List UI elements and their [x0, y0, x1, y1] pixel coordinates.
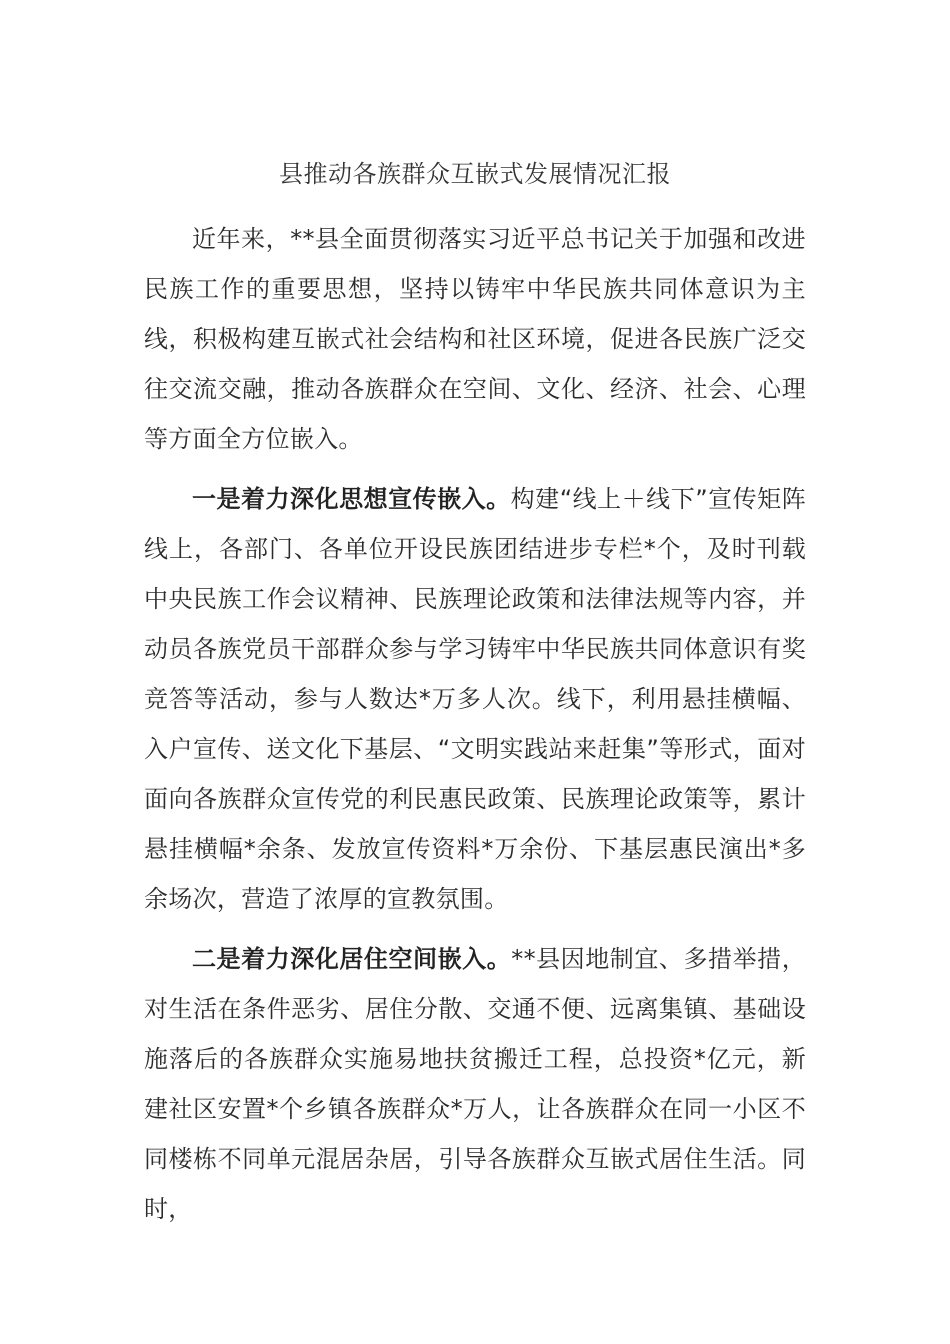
section-paragraph-1 — [144, 474, 806, 924]
section-2-lead: 二是着力深化居住空间嵌入。 — [192, 945, 512, 973]
intro-paragraph: 近年来，**县全面贯彻落实习近平总书记关于加强和改进民族工作的重要思想，坚持以铸牢中华民族共同体意识为主线，积极构建互嵌式社会结构和社区环境，促进各民族广泛交往交流交融，推动各族群众在空间、文化、经济、社会、心理等方面全方位嵌入。 — [144, 225, 806, 453]
paragraph-gap — [144, 924, 806, 934]
section-1-text: 构建“线上＋线下”宣传矩阵线上，各部门、各单位开设民族团结进步专栏*个，及时刊载中央民族工作会议精神、民族理论政策和法律法规等内容，并动员各族党员干部群众参与学习铸牢中华民族共同体意识有奖竞答等活动，参与人数达*万多人次。线下，利用悬挂横幅、入户宣传、送文化下基层、“文明实践站来赶集”等形式，面对面向各族群众宣传党的利民惠民政策、民族理论政策等，累计悬挂横幅*余条、发放宣传资料*万余份、下基层惠民演出*多余场次，营造了浓厚的宣教氛围。 — [144, 485, 806, 913]
paragraph-gap — [144, 464, 806, 474]
section-1-lead: 一是着力深化思想宣传嵌入。 — [192, 485, 511, 513]
document-title: 县推动各族群众互嵌式发展情况汇报 — [279, 160, 671, 188]
document-body — [144, 214, 806, 1234]
section-2-text: **县因地制宜、多措举措，对生活在条件恶劣、居住分散、交通不便、远离集镇、基础设施落后的各族群众实施易地扶贫搬迁工程，总投资*亿元，新建社区安置*个乡镇各族群众*万人，让各族群众在同一小区不同楼栋不同单元混居杂居，引导各族群众互嵌式居住生活。同时， — [144, 945, 807, 1223]
section-paragraph-2 — [144, 934, 806, 1234]
